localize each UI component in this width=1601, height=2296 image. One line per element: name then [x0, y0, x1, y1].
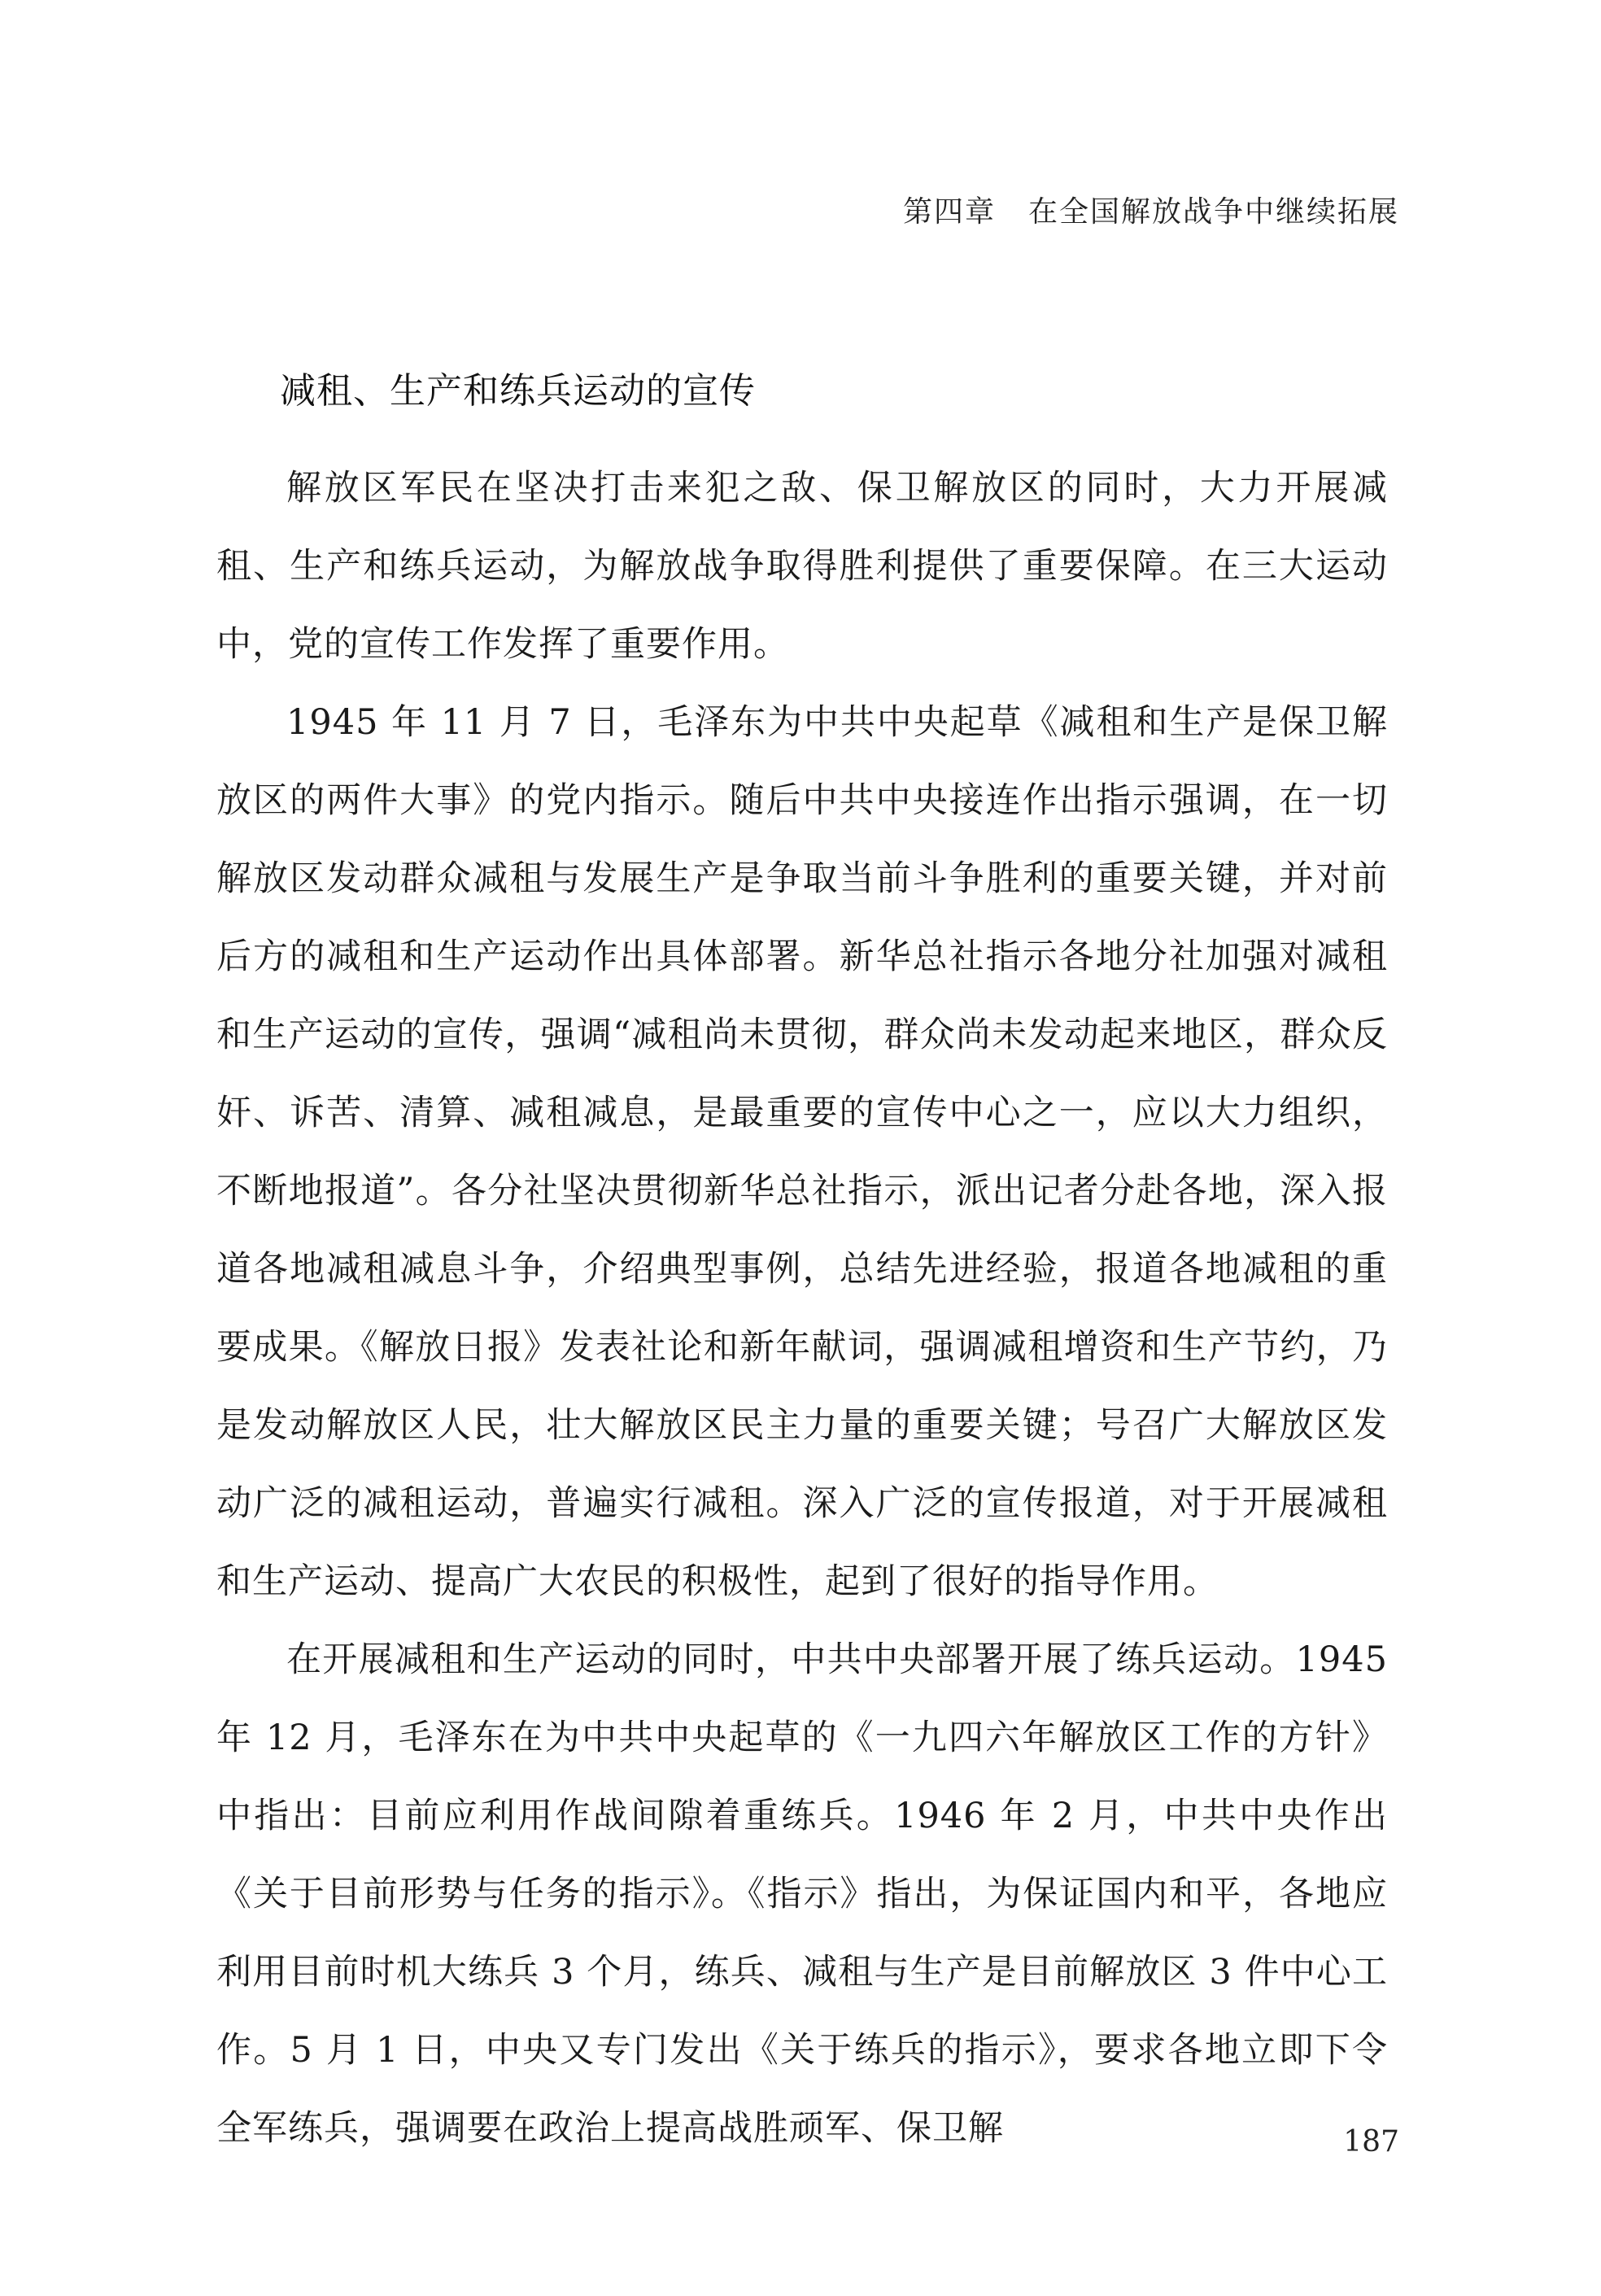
page-number: 187: [1343, 2125, 1399, 2159]
running-header: [903, 189, 1399, 230]
paragraph-2: 1945 年 11 月 7 日，毛泽东为中共中央起草《减租和生产是保卫解放区的两件大事》的党内指示。随后中共中央接连作出指示强调，在一切解放区发动群众减租与发展生产是争取当前斗争胜利的重要关键，并对前后方的减租和生产运动作出具体部署。新华总社指示各地分社加强对减租和生产运动的宣传，强调“减租尚未贯彻，群众尚未发动起来地区，群众反奸、诉苦、清算、减租减息，是最重要的宣传中心之一，应以大力组织，不断地报道”。各分社坚决贯彻新华总社指示，派出记者分赴各地，深入报道各地减租减息斗争，介绍典型事例，总结先进经验，报道各地减租的重要成果。《解放日报》发表社论和新年献词，强调减租增资和生产节约，乃是发动解放区人民，壮大解放区民主力量的重要关键；号召广大解放区发动广泛的减租运动，普遍实行减租。深入广泛的宣传报道，对于开展减租和生产运动、提高广大农民的积极性，起到了很好的指导作用。: [216, 702, 1388, 1602]
paragraph-3: 在开展减租和生产运动的同时，中共中央部署开展了练兵运动。1945 年 12 月，毛泽东在为中共中央起草的《一九四六年解放区工作的方针》中指出：目前应利用作战间隙着重练兵。1946 年 2 月，中共中央作出《关于目前形势与任务的指示》。《指示》指出，为保证国内和平，各地应利用目前时机大练兵 3 个月，练兵、减租与生产是目前解放区 3 件中心工作。5 月 1 日，中央又专门发出《关于练兵的指示》，要求各地立即下令全军练兵，强调要在政治上提高战胜顽军、保卫解: [216, 1639, 1388, 2149]
chapter-title: 在全国解放战争中继续拓展: [1027, 195, 1399, 229]
chapter-number: 第四章: [902, 195, 996, 229]
body-text: [216, 449, 1388, 2167]
section-heading: 减租、生产和练兵运动的宣传: [280, 370, 756, 412]
paragraph-1: 解放区军民在坚决打击来犯之敌、保卫解放区的同时，大力开展减租、生产和练兵运动，为解放战争取得胜利提供了重要保障。在三大运动中，党的宣传工作发挥了重要作用。: [216, 468, 1388, 665]
